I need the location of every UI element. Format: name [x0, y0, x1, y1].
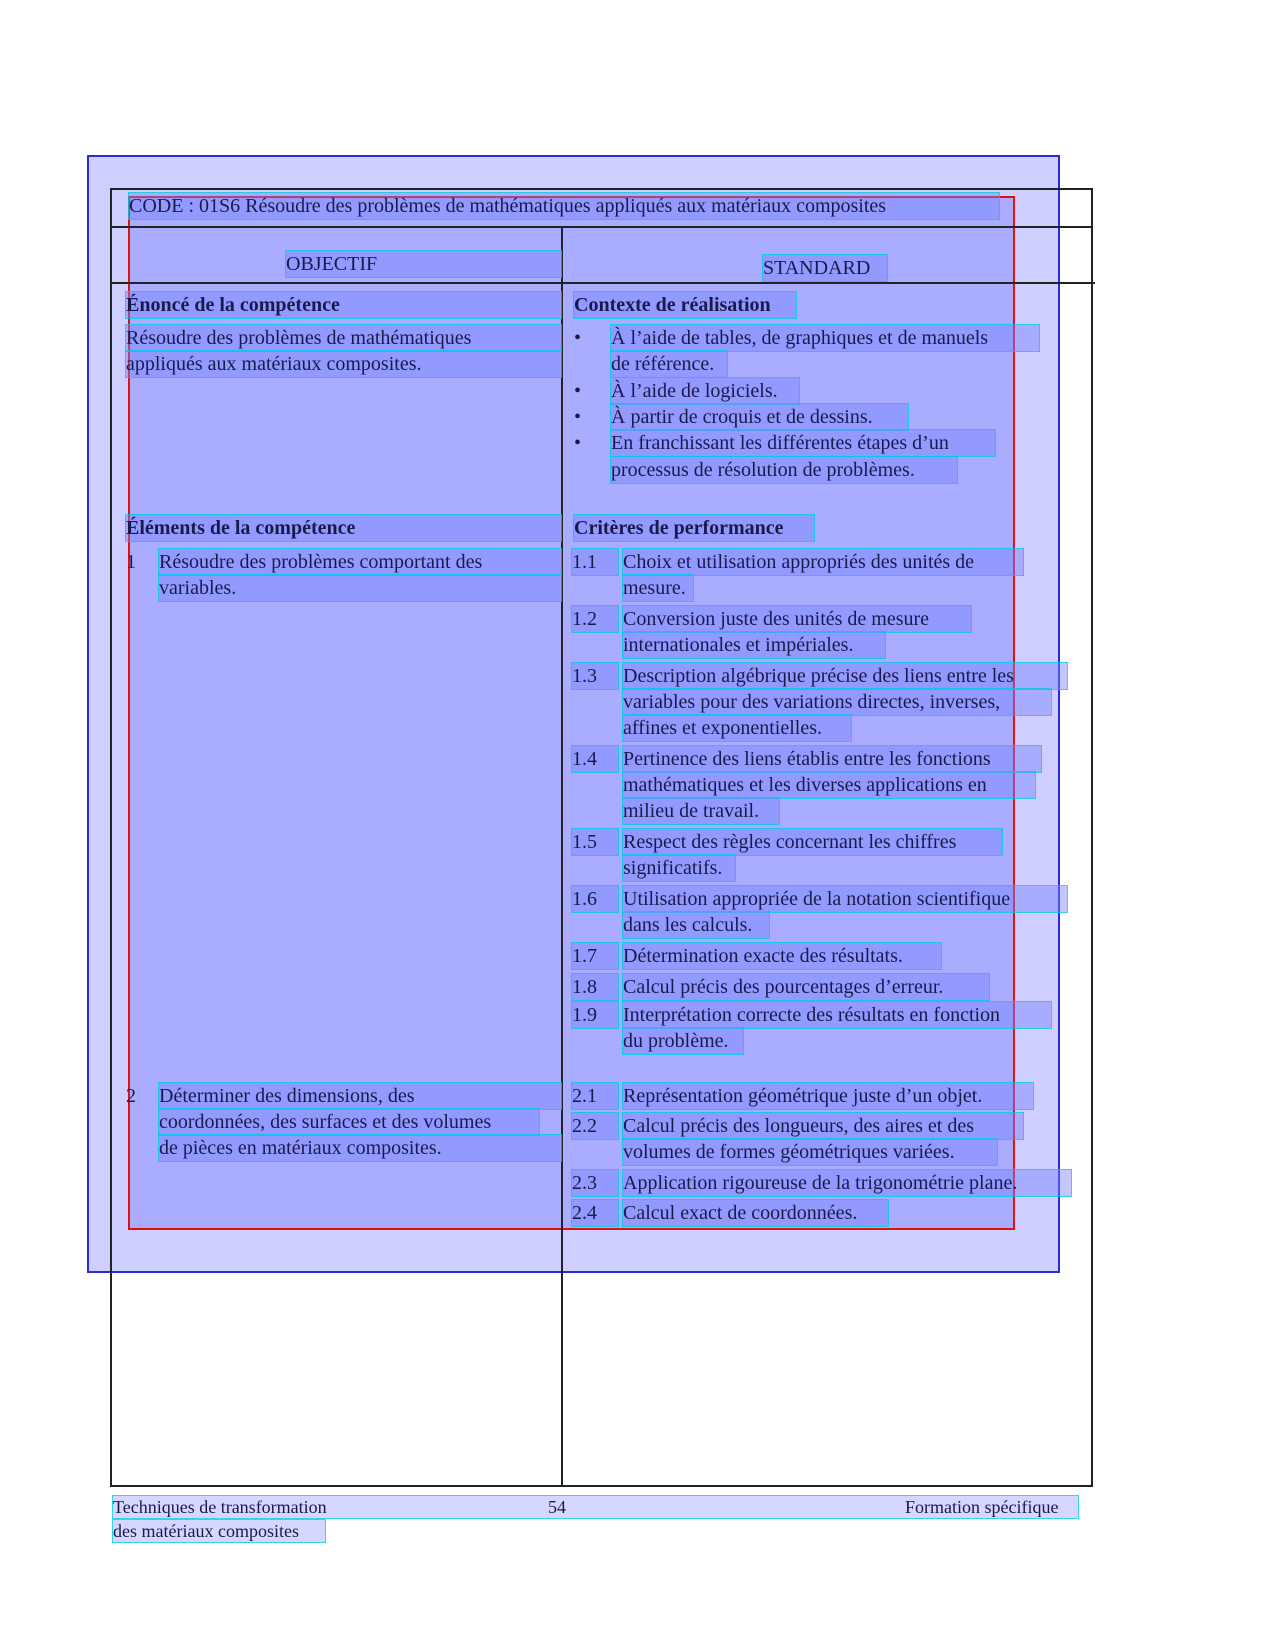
- critere-1-2-line-2: internationales et impériales.: [623, 632, 885, 658]
- critere-1-3-line-1: Description algébrique précise des liens entre les: [623, 663, 1067, 689]
- critere-number: 1.3: [572, 663, 618, 689]
- elements-heading: Éléments de la compétence: [126, 515, 561, 541]
- critere-1-4-line-1: Pertinence des liens établis entre les fonctions: [623, 746, 1041, 772]
- critere-number: 1.5: [572, 829, 618, 855]
- critere-2-2-line-1: Calcul précis des longueurs, des aires et des: [623, 1113, 1023, 1139]
- critere-1-8-line-1: Calcul précis des pourcentages d’erreur.: [623, 974, 989, 1000]
- contexte-bullet: •: [574, 432, 582, 454]
- criteres-heading: Critères de performance: [574, 515, 814, 541]
- element-2-line-1: Déterminer des dimensions, des: [159, 1083, 561, 1109]
- competence-code-title: CODE : 01S6 Résoudre des problèmes de mathématiques appliqués aux matériaux composites: [129, 193, 999, 219]
- element-number: 2: [126, 1085, 136, 1107]
- enonce-line-1: Résoudre des problèmes de mathématiques: [126, 325, 561, 351]
- element-number: 1: [126, 551, 136, 573]
- critere-number: 1.9: [572, 1002, 618, 1028]
- critere-number: 1.6: [572, 886, 618, 912]
- contexte-item-4-line-2: processus de résolution de problèmes.: [611, 457, 957, 483]
- critere-2-1-line-1: Représentation géométrique juste d’un objet.: [623, 1083, 1033, 1109]
- critere-number: 1.8: [572, 974, 618, 1000]
- contexte-bullet: •: [574, 406, 582, 428]
- critere-number: 2.3: [572, 1170, 618, 1196]
- contexte-item-2-line-1: À l’aide de logiciels.: [611, 378, 799, 404]
- enonce-line-2: appliqués aux matériaux composites.: [126, 351, 561, 377]
- critere-1-2-line-1: Conversion juste des unités de mesure: [623, 606, 971, 632]
- contexte-bullet: •: [574, 380, 582, 402]
- footer-program-line-2: des matériaux composites: [113, 1520, 325, 1542]
- column-divider: [561, 226, 563, 1487]
- critere-1-1-line-1: Choix et utilisation appropriés des unités de: [623, 549, 1023, 575]
- element-1-line-1: Résoudre des problèmes comportant des: [159, 549, 561, 575]
- critere-number: 2.1: [572, 1083, 618, 1109]
- critere-1-5-line-2: significatifs.: [623, 855, 735, 881]
- critere-2-4-line-1: Calcul exact de coordonnées.: [623, 1200, 888, 1226]
- contexte-item-1-line-2: de référence.: [611, 351, 727, 377]
- critere-number: 1.7: [572, 943, 618, 969]
- column-header-divider: [110, 282, 1095, 284]
- critere-1-3-line-2: variables pour des variations directes, inverses,: [623, 689, 1051, 715]
- critere-1-4-line-2: mathématiques et les diverses applications en: [623, 772, 1035, 798]
- critere-1-3-line-3: affines et exponentielles.: [623, 715, 851, 741]
- footer-program-line-1: Techniques de transformation: [113, 1497, 327, 1517]
- critere-number: 1.4: [572, 746, 618, 772]
- element-1-line-2: variables.: [159, 575, 561, 601]
- element-2-line-2: coordonnées, des surfaces et des volumes: [159, 1109, 539, 1135]
- critere-2-3-line-1: Application rigoureuse de la trigonométrie plane.: [623, 1170, 1071, 1196]
- critere-2-2-line-2: volumes de formes géométriques variées.: [623, 1139, 997, 1165]
- critere-number: 1.2: [572, 606, 618, 632]
- critere-1-1-line-2: mesure.: [623, 575, 693, 601]
- contexte-item-1-line-1: À l’aide de tables, de graphiques et de manuels: [611, 325, 1039, 351]
- critere-number: 2.4: [572, 1200, 618, 1226]
- column-header-objectif: OBJECTIF: [286, 251, 561, 277]
- critere-1-6-line-1: Utilisation appropriée de la notation scientifique: [623, 886, 1067, 912]
- critere-1-9-line-2: du problème.: [623, 1028, 743, 1054]
- critere-number: 1.1: [572, 549, 618, 575]
- enonce-heading: Énoncé de la compétence: [126, 292, 561, 318]
- footer-section: Formation spécifique: [905, 1497, 1059, 1517]
- critere-1-9-line-1: Interprétation correcte des résultats en fonction: [623, 1002, 1051, 1028]
- critere-1-5-line-1: Respect des règles concernant les chiffres: [623, 829, 1002, 855]
- critere-1-7-line-1: Détermination exacte des résultats.: [623, 943, 941, 969]
- page-number: 54: [548, 1497, 566, 1517]
- contexte-item-4-line-1: En franchissant les différentes étapes d’un: [611, 430, 995, 456]
- header-divider: [110, 226, 1093, 228]
- contexte-item-3-line-1: À partir de croquis et de dessins.: [611, 404, 908, 430]
- element-2-line-3: de pièces en matériaux composites.: [159, 1135, 561, 1161]
- critere-1-4-line-3: milieu de travail.: [623, 798, 779, 824]
- contexte-bullet: •: [574, 327, 582, 349]
- critere-1-6-line-2: dans les calculs.: [623, 912, 769, 938]
- critere-number: 2.2: [572, 1113, 618, 1139]
- contexte-heading: Contexte de réalisation: [574, 292, 796, 318]
- column-header-standard: STANDARD: [763, 255, 887, 281]
